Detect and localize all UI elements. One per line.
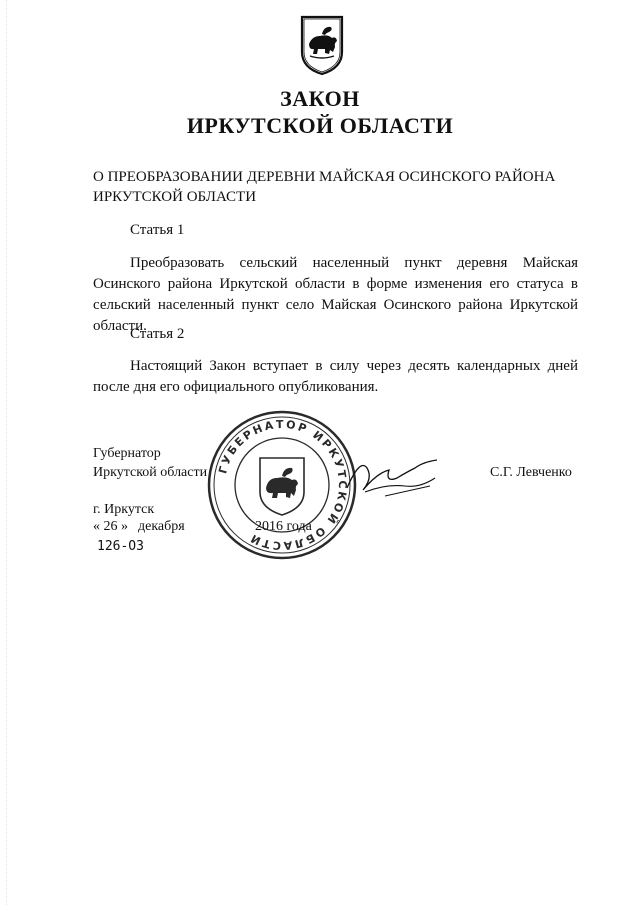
signer-position-line: Иркутской области [93, 465, 208, 480]
handwritten-signature-icon [345, 448, 440, 503]
signing-date-month: декабря [138, 519, 185, 534]
article-1-text: Преобразовать сельский населенный пункт деревня Майская Осинского района Иркутской области в форме изменения его статуса в сельский населенный пункт село Майская Осинского района Иркутской области. [93, 255, 578, 334]
law-subject-line: О ПРЕОБРАЗОВАНИИ ДЕРЕВНИ МАЙСКАЯ ОСИНСКОГО РАЙОНА [93, 169, 556, 185]
article-2-text: Настоящий Закон вступает в силу через десять календарных дней после дня его официального опубликования. [93, 358, 578, 395]
svg-text:ГУБЕРНАТОР ИРКУТСКОЙ ОБЛАСТИ: ГУБЕРНАТОР ИРКУТСКОЙ ОБЛАСТИ [216, 417, 350, 553]
signing-city: г. Иркутск [93, 502, 155, 517]
issuer-title: ИРКУТСКОЙ ОБЛАСТИ [186, 113, 454, 138]
law-subject [93, 167, 593, 207]
signing-date-year: 2016 года [255, 519, 312, 534]
article-1-heading: Статья 1 [130, 222, 185, 238]
signing-date-day: « 26 » [93, 519, 128, 534]
signer-name: С.Г. Левченко [490, 465, 572, 480]
article-2-heading: Статья 2 [130, 326, 185, 342]
signer-position-line: Губернатор [93, 446, 161, 461]
document-type-title: ЗАКОН [280, 86, 360, 111]
irkutsk-coat-of-arms-icon [298, 14, 346, 76]
law-subject-line: ИРКУТСКОЙ ОБЛАСТИ [93, 189, 257, 205]
governor-seal-icon [205, 408, 360, 563]
law-number: 126-ОЗ [97, 539, 144, 554]
